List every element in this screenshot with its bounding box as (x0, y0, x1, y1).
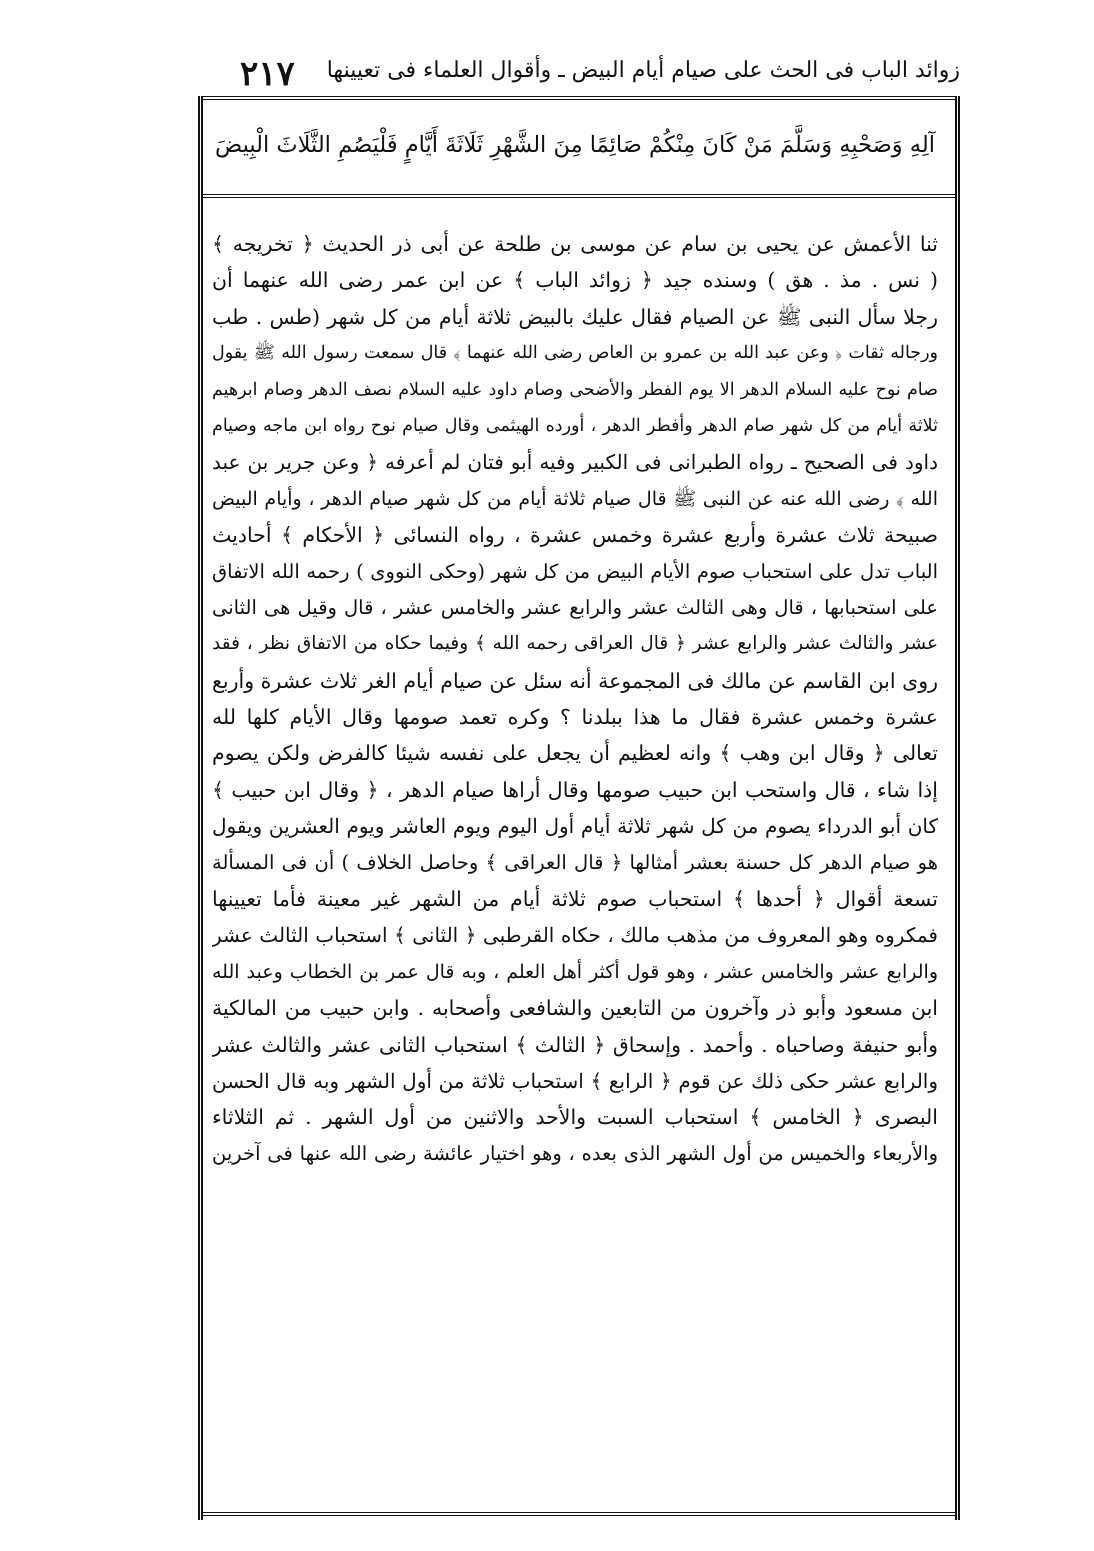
text-line: عشر والثالث عشر والرابع عشر ﴿ قال العراقى رحمه الله ﴾ وفيما حكاه من الاتفاق نظر ، فقد (212, 633, 938, 655)
text-line: رجلا سأل النبى ﷺ عن الصيام فقال عليك بالبيض ثلاثة أيام من كل شهر (طس . طب (212, 304, 938, 329)
text-line: داود فى الصحيح ـ رواه الطبرانى فى الكبير وفيه أبو فتان لم أعرفه ﴿ وعن جرير بن عبد (212, 450, 938, 475)
text-line: صبيحة ثلاث عشرة وأربع عشرة وخمس عشرة ، رواه النسائى ﴿ الأحكام ﴾ أحاديث (212, 523, 938, 548)
text-line: كان أبو الدرداء يصوم من كل شهر ثلاثة أيام أول اليوم ويوم العاشر ويوم العشرين ويقول (212, 814, 938, 839)
text-line: ثنا الأعمش عن يحيى بن سام عن موسى بن طلحة عن أبى ذر الحديث ﴿ تخريجه ﴾ (212, 232, 938, 256)
text-line: روى ابن القاسم عن مالك فى المجموعة أنه سئل عن صيام أيام الغر ثلاث عشرة وأربع (212, 668, 938, 693)
text-line: هو صيام الدهر كل حسنة بعشر أمثالها ﴿ قال العراقى ﴾ وحاصل الخلاف ) أن فى المسألة (212, 850, 938, 874)
bottom-rule (203, 1512, 955, 1516)
page-number: ٢١٧ (240, 54, 295, 94)
text-line: الباب تدل على استحباب صوم الأيام البيض من كل شهر (وحكى النووى ) رحمه الله الاتفاق (212, 559, 938, 583)
text-line: فمكروه وهو المعروف من مذهب مالك ، حكاه القرطبى ﴿ الثانى ﴾ استحباب الثالث عشر (212, 923, 938, 948)
text-line: الله ﴾ رضى الله عنه عن النبى ﷺ قال صيام ثلاثة أيام من كل شهر صيام الدهر ، وأيام البيض (212, 487, 938, 510)
text-line: ثلاثة أيام من كل شهر صام الدهر وأفطر الدهر ، أورده الهيثمى وقال صيام نوح رواه ابن ماجه وصيام (212, 415, 938, 436)
text-line: تعالى ﴿ وقال ابن وهب ﴾ وانه لعظيم أن يجعل على نفسه شيئا كالفرض ولكن يصوم (212, 741, 938, 766)
running-title: زوائد الباب فى الحث على صيام أيام البيض ـ وأقوال العلماء فى تعيينها (326, 58, 960, 83)
text-line: عشرة وخمس عشرة فقال ما هذا ببلدنا ؟ وكره تعمد صومها وقال الأيام كلها لله (212, 705, 938, 730)
text-line: إذا شاء ، قال واستحب ابن حبيب صومها وقال أراها صيام الدهر ، ﴿ وقال ابن حبيب ﴾ (212, 777, 938, 802)
page-header (200, 52, 960, 98)
text-line: والرابع عشر حكى ذلك عن قوم ﴿ الرابع ﴾ استحباب ثلاثة من أول الشهر وبه قال الحسن (212, 1068, 938, 1093)
text-line: صام نوح عليه السلام الدهر الا يوم الفطر والأضحى وصام داود عليه السلام نصف الدهر وصام ابرهيم (212, 379, 938, 400)
text-line: على استحبابها ، قال وهى الثالث عشر والرابع عشر والخامس عشر ، قال وقيل هى الثانى (212, 595, 938, 619)
text-line: وأبو حنيفة وصاحباه . وأحمد . وإسحاق ﴿ الثالث ﴾ استحباب الثانى عشر والثالث عشر (212, 1032, 938, 1057)
commentary-text (212, 226, 938, 1496)
text-line: ورجاله ثقات ﴿ وعن عبد الله بن عمرو بن العاص رضى الله عنهما ﴾ قال سمعت رسول الله ﷺ يقول (212, 343, 938, 364)
text-line: والرابع عشر والخامس عشر ، وهو قول أكثر أهل العلم ، وبه قال عمر بن الخطاب وعبد الله (212, 960, 938, 983)
text-line: والأربعاء والخميس من أول الشهر الذى بعده ، وهو اختيار عائشة رضى الله عنها فى آخرين (212, 1141, 938, 1165)
hadith-verse: آلِهِ وَصَحْبِهِ وَسَلَّمَ مَنْ كَانَ مِنْكُمْ صَائِمًا مِنَ الشَّهْرِ ثَلَاثَةَ أَيَّامٍ فَلْيَصُمِ الثَّلَاثَ الْبِيضَ (215, 132, 935, 158)
verse-divider-rule (203, 194, 955, 198)
top-rule (203, 96, 955, 100)
text-line: ابن مسعود وأبو ذر وآخرون من التابعين والشافعى وأصحابه . وابن حبيب من المالكية (212, 996, 938, 1021)
text-line: تسعة أقوال ﴿ أحدها ﴾ استحباب صوم ثلاثة أيام من الشهر غير معينة فأما تعيينها (212, 887, 938, 912)
text-line: ( نس . مذ . هق ) وسنده جيد ﴿ زوائد الباب ﴾ عن ابن عمر رضى الله عنهما أن (212, 268, 938, 293)
text-line: البصرى ﴿ الخامس ﴾ استحباب السبت والأحد والاثنين من أول الشهر . ثم الثلاثاء (212, 1105, 938, 1130)
